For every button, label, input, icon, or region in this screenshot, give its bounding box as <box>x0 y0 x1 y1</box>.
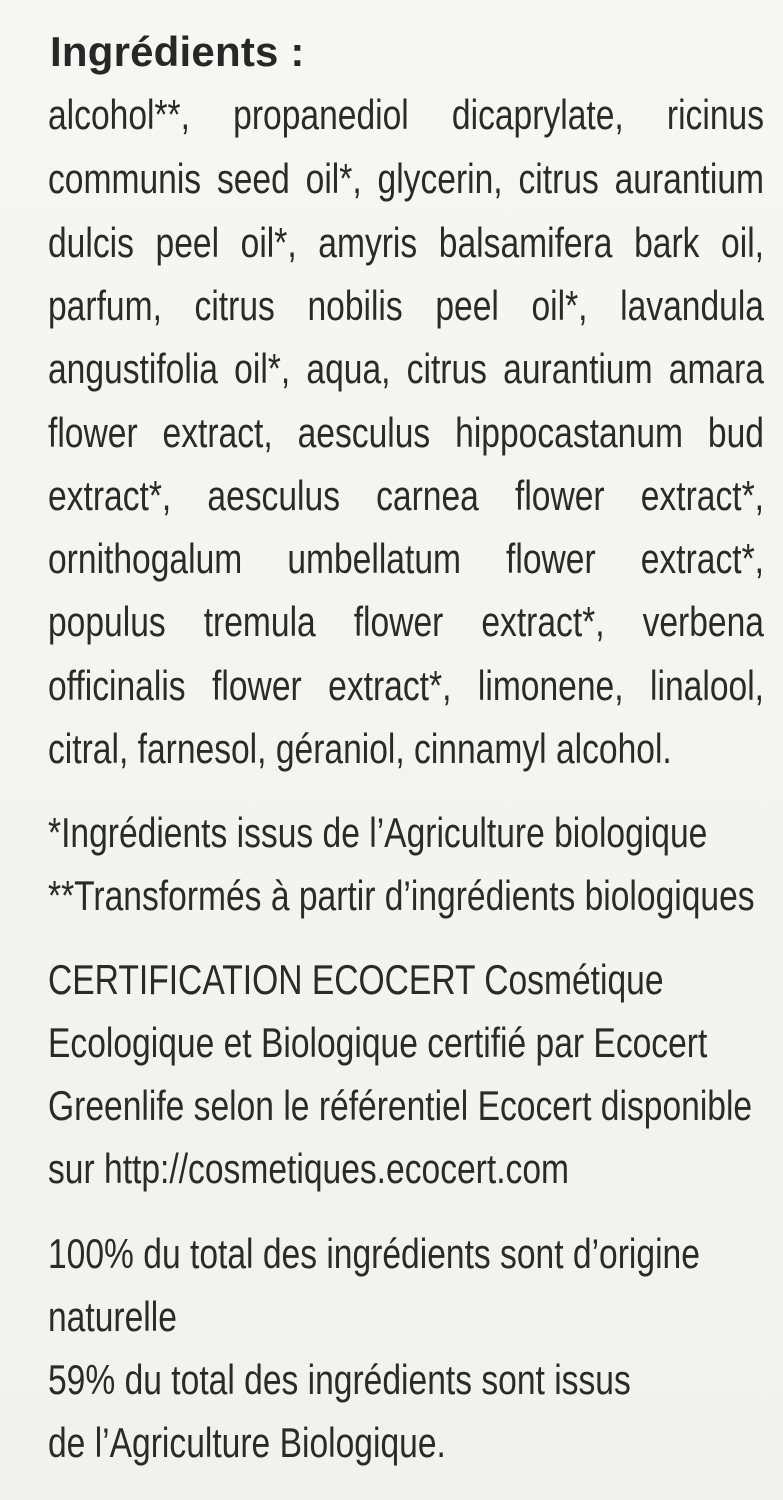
natural-origin-line: 100% du total des ingrédients sont d’origine <box>48 1230 700 1277</box>
organic-origin-line: 59% du total des ingrédients sont issus <box>48 1356 631 1403</box>
ingredient-line: populus tremula flower extract*, verbena <box>48 598 764 645</box>
organic-origin-line: de l’Agriculture Biologique. <box>48 1419 446 1466</box>
ingredient-line: parfum, citrus nobilis peel oil*, lavandula <box>48 282 764 329</box>
ingredient-line: extract*, aesculus carnea flower extract*, <box>48 472 764 519</box>
ingredient-line: flower extract, aesculus hippocastanum bud <box>48 409 764 456</box>
ingredient-line: dulcis peel oil*, amyris balsamifera bark oil, <box>48 219 764 266</box>
ingredient-line: alcohol**, propanediol dicaprylate, ricinus <box>48 91 764 138</box>
certification-url-line: sur http://cosmetiques.ecocert.com <box>48 1145 570 1192</box>
ingredient-line: ornithogalum umbellatum flower extract*, <box>48 535 764 582</box>
certification-line: Ecologique et Biologique certifié par Ecocert <box>48 1019 708 1066</box>
processed-organic-note: **Transformés à partir d’ingrédients biologiques <box>48 872 755 919</box>
organic-note: *Ingrédients issus de l’Agriculture biologique <box>48 809 708 856</box>
ingredient-line: communis seed oil*, glycerin, citrus aurantium <box>48 155 764 202</box>
ingredient-line: angustifolia oil*, aqua, citrus aurantium amara <box>48 345 764 392</box>
ingredient-line: citral, farnesol, géraniol, cinnamyl alcohol. <box>48 725 672 772</box>
certification-line: Greenlife selon le référentiel Ecocert disponible <box>48 1082 753 1129</box>
natural-origin-line: naturelle <box>48 1293 177 1340</box>
certification-line: CERTIFICATION ECOCERT Cosmétique <box>48 956 664 1003</box>
ingredient-line: officinalis flower extract*, limonene, linalool, <box>48 662 764 709</box>
ingredients-heading: Ingrédients : <box>50 28 305 75</box>
